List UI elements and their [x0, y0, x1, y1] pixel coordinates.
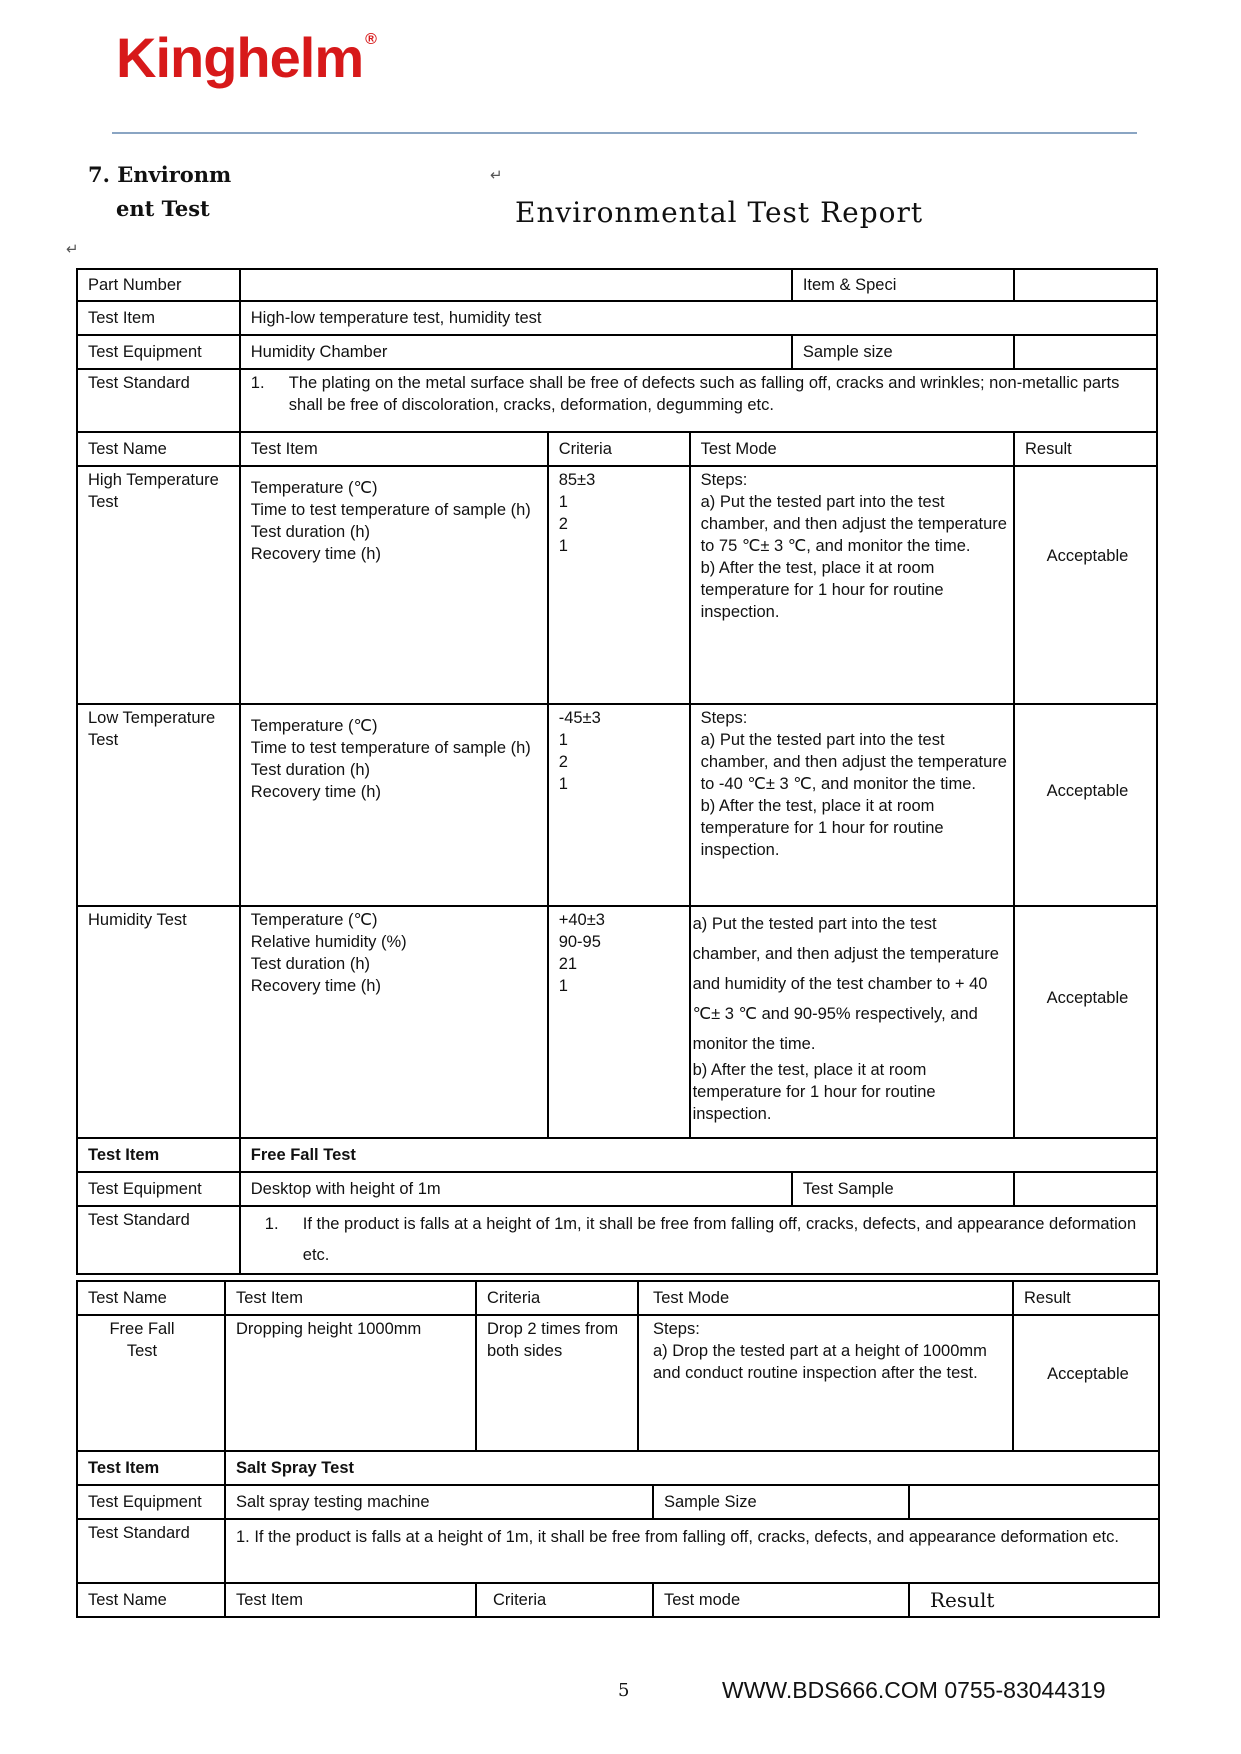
test-mode-cell: [690, 906, 1014, 1138]
header-test-name: Test Name: [77, 432, 240, 466]
test-mode-line: b) After the test, place it at room temperature for 1 hour for routine inspection.: [700, 797, 944, 859]
fall-header-test-mode: Test Mode: [638, 1281, 1013, 1315]
criteria-line: 21: [558, 955, 578, 973]
table-row: [77, 466, 1157, 704]
test-mode-cell: [690, 466, 1014, 704]
fall-test-equipment-value: Desktop with height of 1m: [240, 1172, 792, 1206]
fall-test-item-label: Test Item: [77, 1138, 240, 1172]
header-test-item: Test Item: [240, 432, 548, 466]
test-item-cell: [240, 466, 548, 704]
table-row: [77, 906, 1157, 1138]
temperature-test-table: [76, 268, 1158, 1275]
test-item-line: Recovery time (h): [250, 977, 381, 995]
salt-test-item-label: Test Item: [77, 1451, 225, 1485]
header-test-mode: Test Mode: [690, 432, 1014, 466]
salt-sample-size-value[interactable]: [909, 1485, 1159, 1519]
criteria-cell: [548, 466, 690, 704]
test-name-cell: High Temperature Test: [77, 466, 240, 704]
salt-test-item-value: Salt Spray Test: [225, 1451, 1159, 1485]
criteria-cell: [548, 704, 690, 906]
section-title-line2: ent Test: [116, 196, 210, 221]
result-cell: Acceptable: [1014, 704, 1157, 906]
test-item-line: Recovery time (h): [250, 545, 381, 563]
fall-test-standard-label: Test Standard: [77, 1206, 240, 1274]
test-mode-line: b) After the test, place it at room temperature for 1 hour for routine inspection.: [692, 1061, 936, 1123]
sample-size-value[interactable]: [1014, 335, 1157, 369]
test-standard-num: 1.: [250, 374, 265, 392]
test-mode-line: a) Put the tested part into the test chamber, and then adjust the temperature to 75 ℃± 3 ℃, and monitor the time.: [700, 493, 1007, 555]
test-equipment-label: Test Equipment: [77, 335, 240, 369]
test-item-cell: [240, 906, 548, 1138]
test-item-line: Time to test temperature of sample (h): [250, 739, 531, 757]
test-item-line: Relative humidity (%): [250, 933, 407, 951]
part-number-value[interactable]: [240, 269, 792, 301]
criteria-line: 1: [558, 537, 568, 555]
table-row: [77, 704, 1157, 906]
brand-name: Kinghelm: [116, 26, 364, 89]
test-mode-line: a) Put the tested part into the test chamber, and then adjust the temperature and humidity of the test chamber to + 40 ℃± 3 ℃ and 90-95% respectively, and monitor the time.: [692, 915, 999, 1053]
fall-test-sample-label: Test Sample: [792, 1172, 1014, 1206]
header-result: Result: [1014, 432, 1157, 466]
page-number: 5: [618, 1680, 630, 1701]
test-item-line: Test duration (h): [250, 761, 370, 779]
section-title-line1: 7. Environm: [88, 162, 232, 187]
salt-sample-size-label: Sample Size: [653, 1485, 909, 1519]
salt-header-criteria: Criteria: [476, 1583, 653, 1617]
fall-test-mode-line: a) Drop the tested part at a height of 1000mm and conduct routine inspection after the test.: [653, 1342, 987, 1382]
fall-header-result: Result: [1013, 1281, 1159, 1315]
criteria-line: 2: [558, 753, 568, 771]
test-mode-line: a) Put the tested part into the test chamber, and then adjust the temperature to -40 ℃± 3 ℃, and monitor the time.: [700, 731, 1007, 793]
test-item-line: Temperature (℃): [250, 717, 378, 735]
criteria-line: 1: [558, 493, 568, 511]
test-item-line: Temperature (℃): [250, 911, 378, 929]
test-item-line: Time to test temperature of sample (h): [250, 501, 531, 519]
fall-test-standard-num: 1.: [264, 1215, 279, 1233]
test-item-line: Test duration (h): [250, 955, 370, 973]
fall-test-item-cell: Dropping height 1000mm: [225, 1315, 476, 1451]
fall-header-test-item: Test Item: [225, 1281, 476, 1315]
header-criteria: Criteria: [548, 432, 690, 466]
fall-test-name-cell: Free Fall Test: [77, 1315, 225, 1451]
test-standard-label: Test Standard: [77, 369, 240, 432]
result-cell: Acceptable: [1014, 466, 1157, 704]
header-rule: [112, 132, 1137, 134]
salt-test-standard-label: Test Standard: [77, 1519, 225, 1583]
free-fall-detail-table: [76, 1280, 1160, 1452]
test-name-cell: Low Temperature Test: [77, 704, 240, 906]
fall-header-test-name: Test Name: [77, 1281, 225, 1315]
item-spec-label: Item & Speci: [792, 269, 1014, 301]
salt-spray-table: [76, 1450, 1160, 1618]
test-mode-line: Steps:: [700, 471, 748, 489]
fall-header-criteria: Criteria: [476, 1281, 638, 1315]
test-name-cell: Humidity Test: [77, 906, 240, 1138]
salt-header-test-item: Test Item: [225, 1583, 476, 1617]
paragraph-mark-icon: ↵: [490, 166, 503, 184]
salt-header-test-name: Test Name: [77, 1583, 225, 1617]
test-equipment-value: Humidity Chamber: [240, 335, 792, 369]
part-number-label: Part Number: [77, 269, 240, 301]
criteria-line: 1: [558, 977, 568, 995]
test-item-line: Temperature (℃): [250, 479, 378, 497]
criteria-line: 2: [558, 515, 568, 533]
test-mode-line: b) After the test, place it at room temperature for 1 hour for routine inspection.: [700, 559, 944, 621]
brand-logo: [116, 26, 376, 89]
item-spec-value[interactable]: [1014, 269, 1157, 301]
criteria-line: 90-95: [558, 933, 601, 951]
fall-test-mode-cell: [638, 1315, 1013, 1451]
criteria-line: +40±3: [558, 911, 605, 929]
fall-test-standard-value: If the product is falls at a height of 1m, it shall be free from falling off, cracks, defects, and appearance deformation etc.: [302, 1215, 1137, 1264]
fall-result-cell: Acceptable: [1013, 1315, 1159, 1451]
salt-test-standard-value: 1. If the product is falls at a height of 1m, it shall be free from falling off, cracks, defects, and appearance deformation etc.: [225, 1519, 1159, 1583]
test-item-line: Test duration (h): [250, 523, 370, 541]
criteria-cell: [548, 906, 690, 1138]
fall-criteria-cell: Drop 2 times from both sides: [476, 1315, 638, 1451]
criteria-line: 1: [558, 731, 568, 749]
fall-test-item-value: Free Fall Test: [240, 1138, 1157, 1172]
test-item-label: Test Item: [77, 301, 240, 335]
fall-test-equipment-label: Test Equipment: [77, 1172, 240, 1206]
test-item-cell: [240, 704, 548, 906]
test-mode-line: Steps:: [700, 709, 748, 727]
criteria-line: -45±3: [558, 709, 601, 727]
sample-size-label: Sample size: [792, 335, 1014, 369]
salt-test-equipment-label: Test Equipment: [77, 1485, 225, 1519]
salt-test-equipment-value: Salt spray testing machine: [225, 1485, 653, 1519]
result-cell: Acceptable: [1014, 906, 1157, 1138]
section-title: [88, 158, 258, 226]
paragraph-mark-icon: ↵: [66, 240, 79, 258]
registered-mark: ®: [365, 31, 376, 48]
footer-website: WWW.BDS666.COM 0755-83044319: [722, 1677, 1106, 1703]
test-item-value: High-low temperature test, humidity test: [240, 301, 1157, 335]
table-row: [77, 1315, 1159, 1451]
fall-test-sample-value[interactable]: [1014, 1172, 1157, 1206]
criteria-line: 85±3: [558, 471, 596, 489]
salt-header-test-mode: Test mode: [653, 1583, 909, 1617]
fall-test-mode-line: Steps:: [653, 1320, 700, 1338]
criteria-line: 1: [558, 775, 568, 793]
test-standard-cell: [240, 369, 1157, 432]
document-title: Environmental Test Report: [515, 196, 924, 229]
salt-header-result: Result: [909, 1583, 1159, 1617]
test-standard-value: The plating on the metal surface shall be free of defects such as falling off, cracks and wrinkles; non-metallic parts shall be free of discoloration, cracks, deformation, degumming etc.: [288, 374, 1120, 414]
fall-test-standard-cell: [240, 1206, 1157, 1274]
test-item-line: Recovery time (h): [250, 783, 381, 801]
test-mode-cell: [690, 704, 1014, 906]
